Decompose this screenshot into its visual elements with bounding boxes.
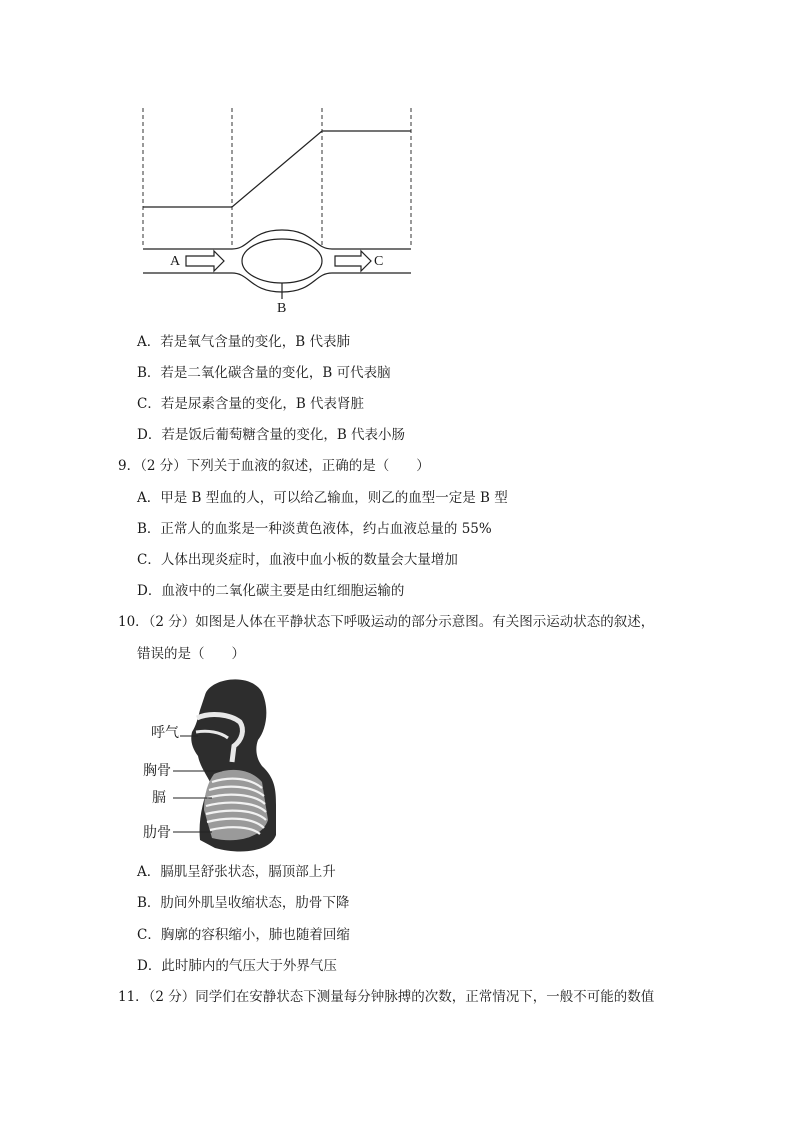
label-exhale: 呼气 [151,725,179,741]
q10-option-d: D．此时肺内的气压大于外界气压 [137,958,337,974]
q9-option-b: B．正常人的血浆是一种淡黄色液体，约占血液总量的 55% [137,521,492,537]
respiration-illustration [0,670,794,870]
q9-option-c: C．人体出现炎症时，血液中血小板的数量会大量增加 [137,552,458,568]
label-b: B [277,301,287,316]
label-rib: 肋骨 [143,825,171,841]
flow-arrow-left [186,251,224,271]
blood-flow-diagram [0,0,794,330]
q9-option-d: D．血液中的二氧化碳主要是由红细胞运输的 [137,583,405,599]
q8-option-a: A．若是氧气含量的变化，B 代表肺 [137,334,350,350]
label-sternum: 胸骨 [143,763,171,779]
label-c: C [374,254,384,269]
q8-option-d: D．若是饭后葡萄糖含量的变化，B 代表小肠 [137,427,406,443]
q8-option-c: C．若是尿素含量的变化，B 代表肾脏 [137,396,365,412]
q8-option-b: B．若是二氧化碳含量的变化，B 可代表脑 [137,365,391,381]
content-change-curve [143,131,411,207]
q10-option-b: B．肋间外肌呈收缩状态，肋骨下降 [137,895,350,911]
q10-stem-line2: 错误的是（ ） [137,646,245,662]
organ-b [242,239,322,283]
q9-option-a: A．甲是 B 型血的人，可以给乙输血，则乙的血型一定是 B 型 [137,490,508,506]
q10-stem-line1: 10．（2 分）如图是人体在平静状态下呼吸运动的部分示意图。有关图示运动状态的叙述， [118,614,655,630]
q11-stem: 11．（2 分）同学们在安静状态下测量每分钟脉搏的次数，正常情况下，一般不可能的数值 [118,989,655,1005]
q9-stem: 9．（2 分）下列关于血液的叙述，正确的是（ ） [118,458,430,474]
label-a: A [170,254,181,269]
q10-option-c: C．胸廓的容积缩小，肺也随着回缩 [137,927,350,943]
q10-option-a: A．膈肌呈舒张状态，膈顶部上升 [137,864,336,880]
label-diaphragm: 膈 [152,790,166,806]
flow-arrow-right [335,251,371,271]
